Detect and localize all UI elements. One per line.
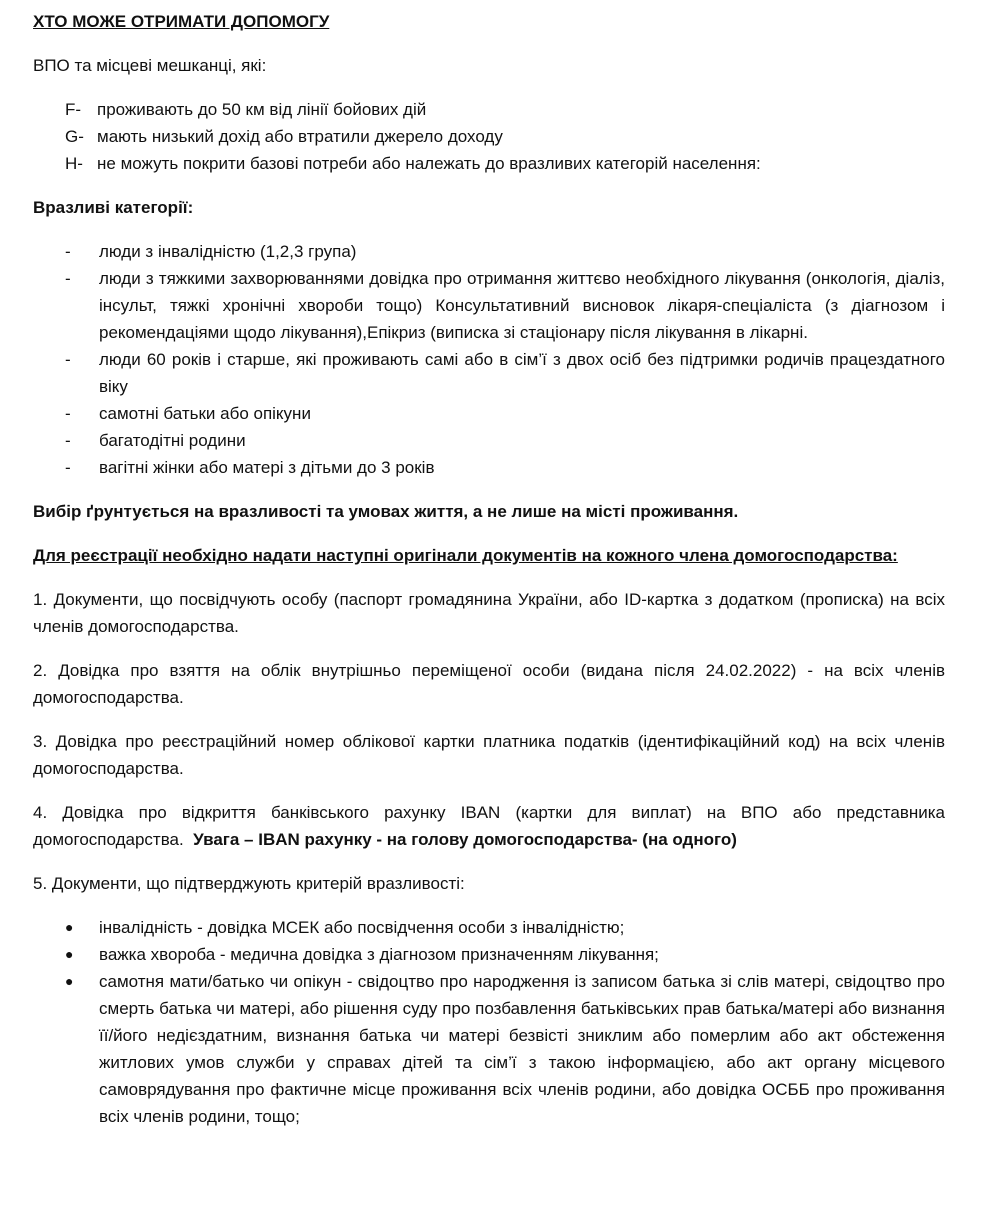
criteria-item <box>65 123 945 150</box>
vulnerable-text: самотні батьки або опікуни <box>99 404 311 423</box>
dash-marker: - <box>65 269 71 288</box>
selection-note: Вибір ґрунтується на вразливості та умовах життя, а не лише на місті проживання. <box>33 502 739 521</box>
criteria-marker: F- <box>65 100 82 119</box>
bullet-marker: ● <box>65 973 74 989</box>
spacer <box>33 177 945 194</box>
vulnerable-text: люди з тяжкими захворюваннями довідка про отримання життєво необхідного лікування (онкологія, діаліз, інсульт, тяжкі хронічні хвороби тощо) Консультативний висновок лікаря-спеціаліста (з діагнозом і рекомендаціями щодо лікування),Епікриз (виписка зі стаціонару після лікування в лікарні. <box>99 269 945 342</box>
vulnerable-text: вагітні жінки або матері з дітьми до 3 років <box>99 458 435 477</box>
dash-marker: - <box>65 404 71 423</box>
spacer <box>33 897 945 914</box>
dash-marker: - <box>65 350 71 369</box>
vulnerable-item <box>65 454 945 481</box>
proof-item <box>65 914 945 941</box>
spacer <box>33 640 945 657</box>
dash-marker: - <box>65 431 71 450</box>
criteria-item <box>65 150 945 177</box>
spacer <box>33 853 945 870</box>
spacer <box>33 481 945 498</box>
vulnerable-item <box>65 265 945 346</box>
proof-text: важка хвороба - медична довідка з діагнозом призначенням лікування; <box>99 945 659 964</box>
vulnerable-item <box>65 346 945 400</box>
vulnerable-item <box>65 427 945 454</box>
iban-note: Увага – IBAN рахунку - на голову домогосподарства- (на одного) <box>193 830 737 849</box>
spacer <box>33 35 945 52</box>
vulnerable-item <box>65 238 945 265</box>
proof-text: інвалідність - довідка МСЕК або посвідчення особи з інвалідністю; <box>99 918 625 937</box>
vulnerable-list <box>33 238 945 481</box>
document-item-4-text: 4. Довідка про відкриття банківського рахунку IBAN (картки для виплат) на ВПО або представника домогосподарства. <box>33 803 945 849</box>
spacer <box>33 711 945 728</box>
page-title: ХТО МОЖЕ ОТРИМАТИ ДОПОМОГУ <box>33 12 330 31</box>
criteria-text: не можуть покрити базові потреби або належать до вразливих категорій населення: <box>97 154 761 173</box>
vulnerable-item <box>65 400 945 427</box>
criteria-marker: H- <box>65 154 83 173</box>
vulnerable-text: люди з інвалідністю (1,2,3 група) <box>99 242 357 261</box>
criteria-text: проживають до 50 км від лінії бойових дій <box>97 100 427 119</box>
spacer <box>33 221 945 238</box>
proof-item <box>65 941 945 968</box>
spacer <box>33 782 945 799</box>
proof-item <box>65 968 945 1130</box>
document-item-5: 5. Документи, що підтверджують критерій вразливості: <box>33 874 465 893</box>
vulnerable-text: багатодітні родини <box>99 431 246 450</box>
document-item-2: 2. Довідка про взяття на облік внутрішньо переміщеної особи (видана після 24.02.2022) - на всіх членів домогосподарства. <box>33 661 945 707</box>
intro-text: ВПО та місцеві мешканці, які: <box>33 56 267 75</box>
dash-marker: - <box>65 458 71 477</box>
criteria-marker: G- <box>65 127 84 146</box>
bullet-marker: ● <box>65 919 74 935</box>
criteria-text: мають низький дохід або втратили джерело доходу <box>97 127 503 146</box>
bullet-marker: ● <box>65 946 74 962</box>
document-item-3: 3. Довідка про реєстраційний номер облікової картки платника податків (ідентифікаційний код) на всіх членів домогосподарства. <box>33 732 945 778</box>
documents-heading: Для реєстрації необхідно надати наступні оригінали документів на кожного члена домогосподарства: <box>33 546 898 565</box>
criteria-list <box>33 96 945 177</box>
spacer <box>33 79 945 96</box>
criteria-item <box>65 96 945 123</box>
document-item-4 <box>33 799 945 853</box>
dash-marker: - <box>65 242 71 261</box>
proof-text: самотня мати/батько чи опікун - свідоцтво про народження із записом батька зі слів матері, свідоцтво про смерть батька чи матері, або рішення суду про позбавлення батьківських прав батька/матері або визнання її/його недієздатним, визнання батька чи матері безвісті зниклим або померлим або акт обстеження житлових умов служби у справах дітей та сім’ї з такою інформацією, або акт органу місцевого самоврядування про фактичне місце проживання всіх членів родини, або довідка ОСББ про проживання всіх членів родини, тощо; <box>99 972 945 1126</box>
document-item-1: 1. Документи, що посвідчують особу (паспорт громадянина України, або ID-картка з додатком (прописка) на всіх членів домогосподарства. <box>33 590 945 636</box>
spacer <box>33 569 945 586</box>
spacer <box>33 525 945 542</box>
vulnerable-heading: Вразливі категорії: <box>33 198 194 217</box>
proof-list <box>33 914 945 1130</box>
vulnerable-text: люди 60 років і старше, які проживають самі або в сім’ї з двох осіб без підтримки родичів працездатного віку <box>99 350 945 396</box>
